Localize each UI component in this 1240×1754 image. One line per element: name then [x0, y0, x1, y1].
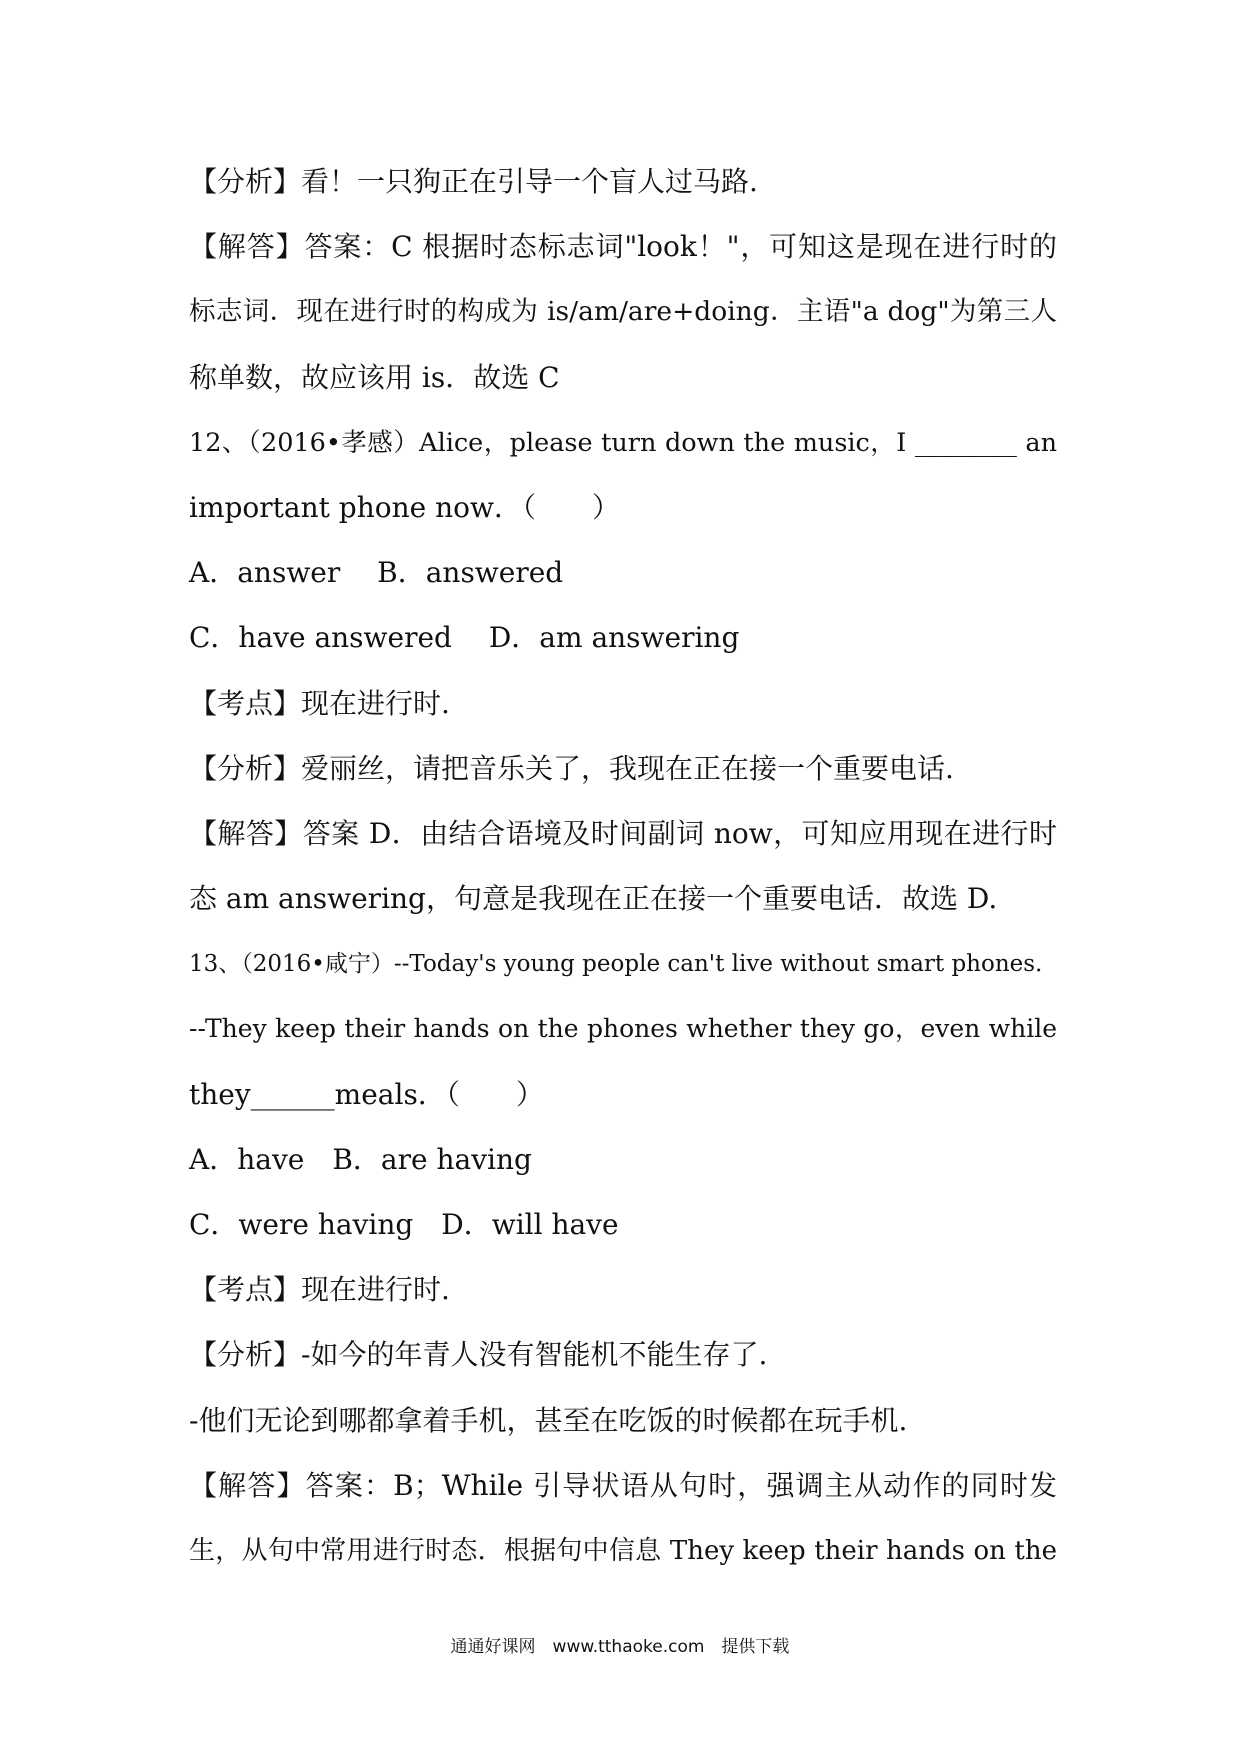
analysis-13-line-2: -他们无论到哪都拿着手机，甚至在吃饭的时候都在玩手机. [189, 1403, 908, 1437]
question-13-line-3: they______meals．（ ） [189, 1077, 544, 1111]
answer-11-line-3: 称单数，故应该用 is．故选 C [189, 360, 560, 394]
answer-11-line-1: 【解答】答案：C 根据时态标志词"look！"，可知这是现在进行时的 [189, 230, 1057, 264]
topic-12: 【考点】现在进行时. [189, 686, 450, 720]
question-12-options-ab: A．answer B．answered [189, 556, 564, 590]
document-body [189, 158, 1057, 1592]
answer-12-line-1: 【解答】答案 D．由结合语境及时间副词 now，可知应用现在进行时 [189, 816, 1057, 850]
question-12-line-1: 12、（2016•孝感）Alice，please turn down the music，I ________ an [189, 427, 1057, 458]
analysis-12: 【分析】爱丽丝，请把音乐关了，我现在正在接一个重要电话. [189, 751, 954, 785]
answer-13-line-2: 生，从句中常用进行时态．根据句中信息 They keep their hands on the [189, 1535, 1057, 1566]
question-12-options-cd: C．have answered D．am answering [189, 621, 740, 655]
question-13-options-cd: C．were having D．will have [189, 1208, 619, 1241]
answer-13-line-1: 【解答】答案：B；While 引导状语从句时，强调主从动作的同时发 [189, 1468, 1057, 1502]
analysis-13-line-1: 【分析】-如今的年青人没有智能机不能生存了. [189, 1338, 768, 1372]
answer-12-line-2: 态 am answering，句意是我现在正在接一个重要电话．故选 D. [189, 882, 998, 916]
question-12-line-2: important phone now．（ ） [189, 490, 620, 524]
page-footer: 通通好课网 www.tthaoke.com 提供下载 [450, 1637, 790, 1657]
answer-11-line-2: 标志词．现在进行时的构成为 is/am/are+doing．主语"a dog"为第三人 [189, 296, 1057, 328]
question-13-line-2: --They keep their hands on the phones whether they go，even while [189, 1014, 1057, 1044]
analysis-11: 【分析】看！一只狗正在引导一个盲人过马路. [189, 165, 758, 198]
question-13-options-ab: A．have B．are having [189, 1142, 532, 1176]
topic-13: 【考点】现在进行时. [189, 1273, 450, 1307]
question-13-line-1: 13、（2016•咸宁）--Today's young people can't live without smart phones． [189, 951, 1059, 978]
